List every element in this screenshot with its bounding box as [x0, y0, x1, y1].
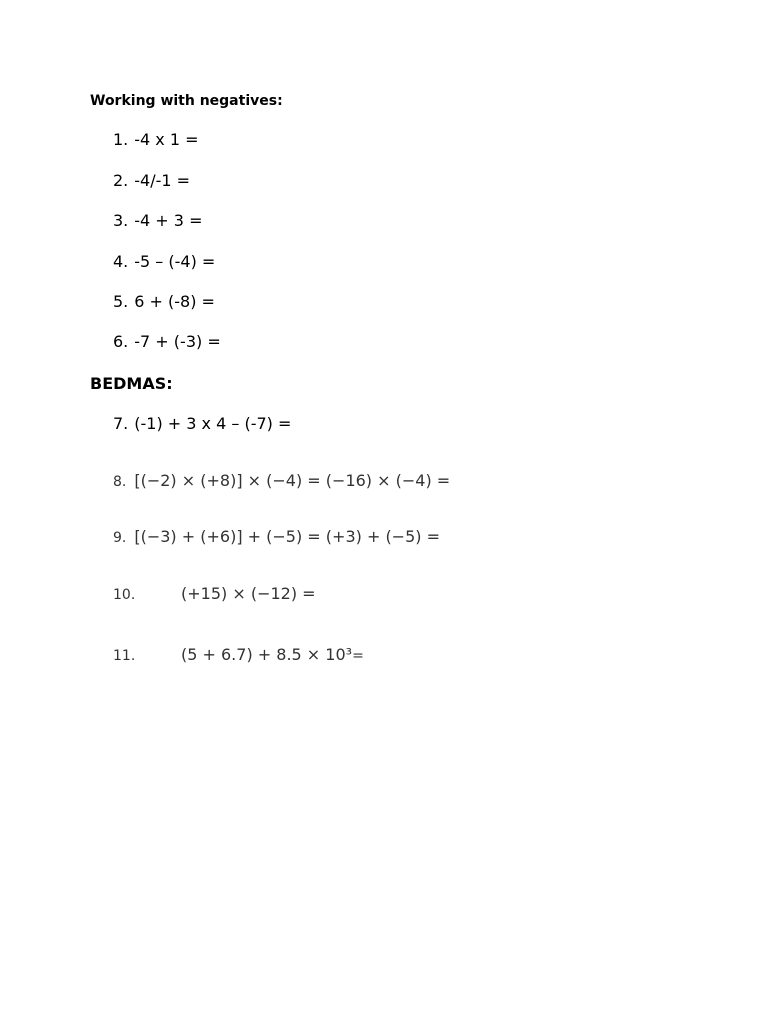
question-expression: -4/-1 = — [134, 171, 191, 190]
question-expression: -4 + 3 = — [134, 211, 203, 230]
question-2 — [113, 171, 190, 190]
question-number: 8. — [113, 474, 127, 490]
negatives-heading: Working with negatives: — [90, 93, 283, 109]
question-expression: -5 – (-4) = — [134, 252, 216, 271]
question-number: 6. — [113, 332, 129, 351]
question-1 — [113, 130, 199, 149]
question-expression: 6 + (-8) = — [134, 292, 215, 311]
question-5 — [113, 292, 215, 311]
question-expression: -4 x 1 = — [134, 130, 199, 149]
question-number: 11. — [113, 648, 136, 664]
question-7 — [113, 414, 291, 433]
question-number: 5. — [113, 292, 129, 311]
question-10 — [113, 584, 316, 603]
question-9 — [113, 527, 440, 546]
question-expression: [(−3) + (+6)] + (−5) = (+3) + (−5) = — [134, 527, 440, 546]
question-8 — [113, 471, 450, 490]
question-4 — [113, 252, 215, 271]
question-number: 9. — [113, 530, 127, 546]
question-expression: (-1) + 3 x 4 – (-7) = — [134, 414, 292, 433]
question-number: 1. — [113, 130, 129, 149]
question-3 — [113, 211, 202, 230]
question-number: 4. — [113, 252, 129, 271]
question-expression: -7 + (-3) = — [134, 332, 221, 351]
question-6 — [113, 332, 221, 351]
question-number: 3. — [113, 211, 129, 230]
bedmas-heading: BEDMAS: — [90, 374, 173, 393]
question-number: 7. — [113, 414, 129, 433]
question-expression: (+15) × (−12) = — [181, 584, 316, 603]
question-number: 2. — [113, 171, 129, 190]
question-number: 10. — [113, 587, 136, 603]
question-expression: [(−2) × (+8)] × (−4) = (−16) × (−4) = — [134, 471, 451, 490]
question-expression: (5 + 6.7) + 8.5 × 10³ — [181, 645, 353, 664]
question-11 — [113, 645, 364, 664]
question-equals: = — [352, 648, 364, 664]
